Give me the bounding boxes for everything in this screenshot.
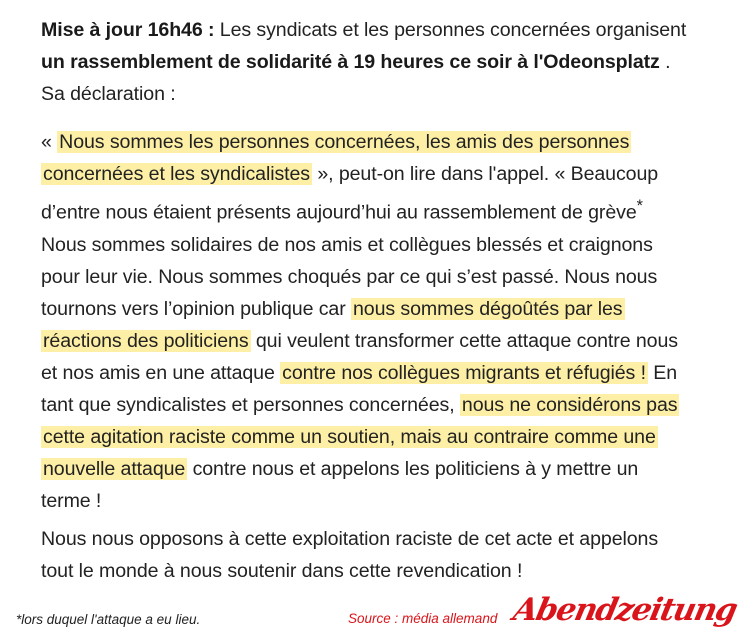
quote-text-3: qui veulent transformer cette attaque contre nous et nos amis en une attaque xyxy=(41,329,678,384)
update-text-2: . Sa déclaration : xyxy=(41,51,671,105)
abendzeitung-logo: Abendzeitung xyxy=(510,592,740,628)
update-paragraph xyxy=(41,14,691,110)
quote-text-5: contre nous et appelons les politiciens à y mettre un terme ! xyxy=(41,457,639,512)
highlight-4: nous ne considérons pas cette agitation raciste comme un soutien, mais au contraire comme une nouvelle attaque xyxy=(43,393,678,480)
quote-text-2: Nous sommes solidaires de nos amis et collègues blessés et craignons pour leur vie. Nous sommes choqués par ce qui s’est passé. Nous nous tournons vers l’opinion publique car xyxy=(41,233,658,320)
article-body xyxy=(41,14,691,587)
update-bold-text: un rassemblement de solidarité à 19 heures ce soir à l'Odeonsplatz xyxy=(41,51,660,73)
update-text-1: Les syndicats et les personnes concernées organisent xyxy=(214,19,687,41)
quote-text-4: En tant que syndicalistes et personnes concernées, xyxy=(41,361,678,416)
footnote: *lors duquel l'attaque a eu lieu. xyxy=(16,612,201,627)
quote-open: « xyxy=(41,131,58,153)
quote-text-1: », peut-on lire dans l'appel. « Beaucoup d’entre nous étaient présents aujourd’hui au rassemblement de grève xyxy=(41,163,659,224)
update-label: Mise à jour 16h46 : xyxy=(41,19,215,41)
footnote-star: * xyxy=(636,197,643,215)
quote-paragraph xyxy=(41,126,691,517)
highlight-2: nous sommes dégoûtés par les réactions des politiciens xyxy=(43,297,623,352)
highlight-1: Nous sommes les personnes concernées, les amis des personnes concernées et les syndicalistes xyxy=(43,131,630,185)
closing-paragraph: Nous nous opposons à cette exploitation raciste de cet acte et appelons tout le monde à nous soutenir dans cette revendication ! xyxy=(41,527,659,582)
highlight-3: contre nos collègues migrants et réfugiés ! xyxy=(282,361,646,384)
source-label: Source : média allemand xyxy=(348,611,498,626)
